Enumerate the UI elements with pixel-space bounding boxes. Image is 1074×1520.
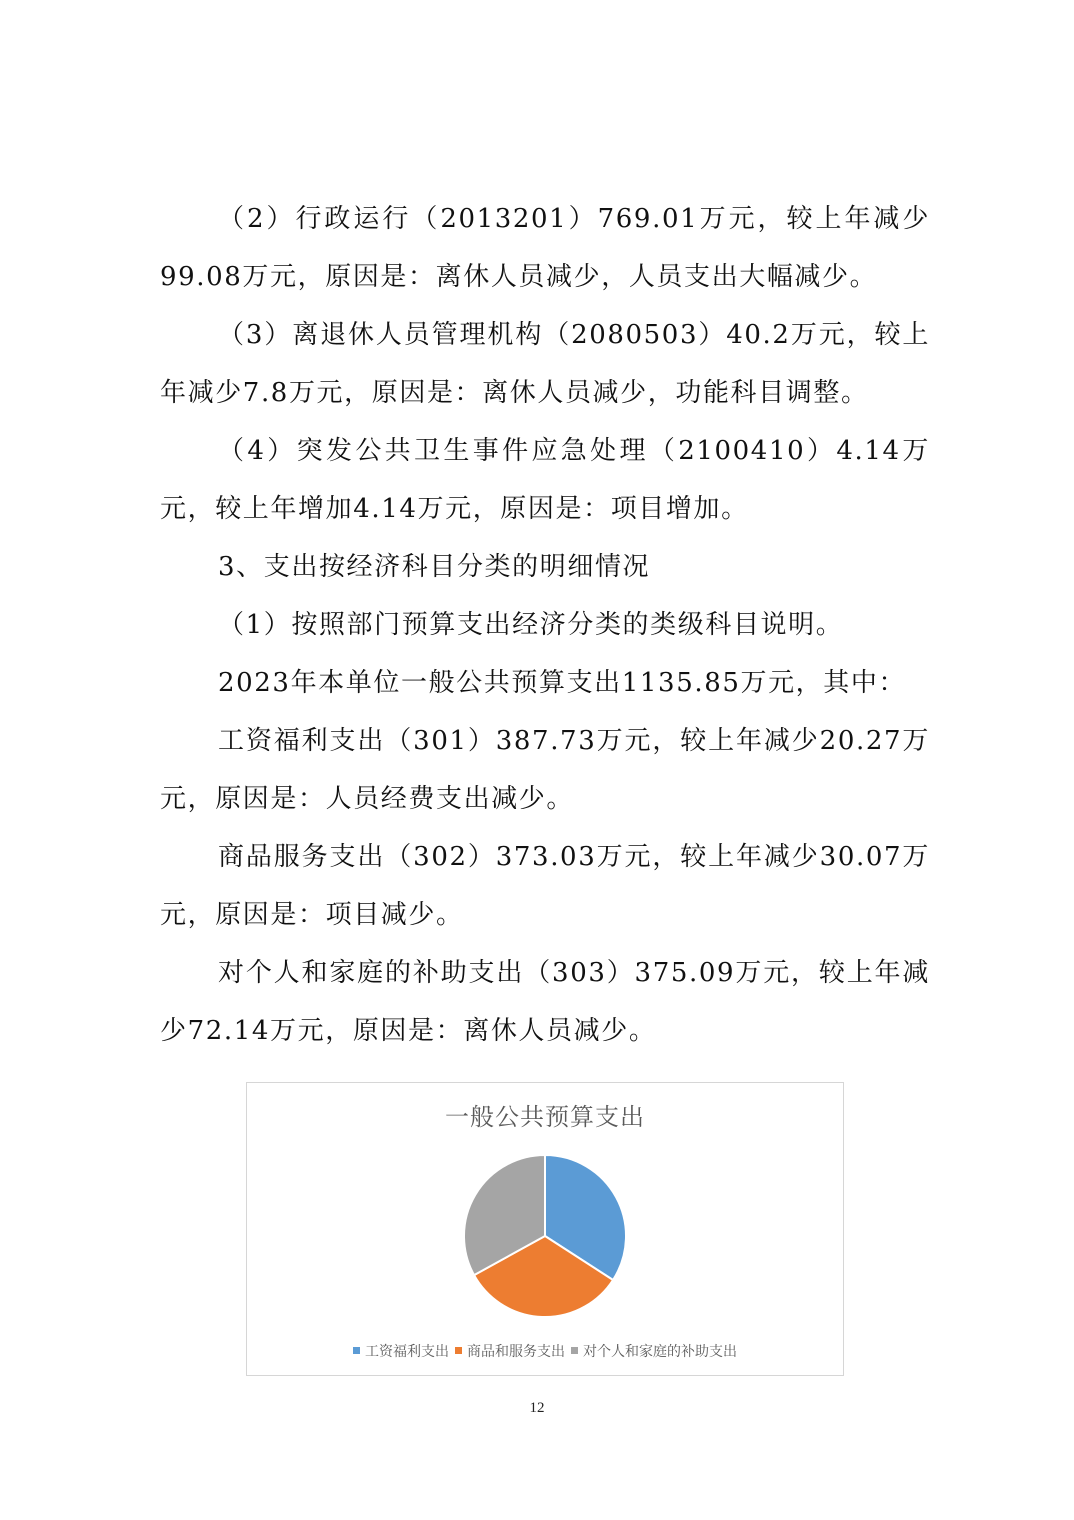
legend-label: 对个人和家庭的补助支出 xyxy=(583,1344,737,1360)
paragraph: （4）突发公共卫生事件应急处理（2100410）4.14万元，较上年增加4.14万元，原因是：项目增加。 xyxy=(160,436,930,524)
legend-label: 商品和服务支出 xyxy=(467,1344,565,1360)
paragraph: （1）按照部门预算支出经济分类的类级科目说明。 xyxy=(218,610,844,640)
legend-swatch xyxy=(455,1347,462,1354)
paragraph: 商品服务支出（302）373.03万元，较上年减少30.07万元，原因是：项目减少。 xyxy=(160,842,930,930)
pie-chart xyxy=(246,1082,844,1376)
paragraph: 3、支出按经济科目分类的明细情况 xyxy=(218,552,651,582)
paragraph: 对个人和家庭的补助支出（303）375.09万元，较上年减少72.14万元，原因是：离休人员减少。 xyxy=(160,958,930,1046)
paragraph: （2）行政运行（2013201）769.01万元，较上年减少99.08万元，原因是：离休人员减少，人员支出大幅减少。 xyxy=(160,204,930,292)
paragraph: 工资福利支出（301）387.73万元，较上年减少20.27万元，原因是：人员经费支出减少。 xyxy=(160,726,930,814)
chart-title: 一般公共预算支出 xyxy=(445,1103,645,1131)
page-number: 12 xyxy=(529,1400,545,1416)
paragraph: 2023年本单位一般公共预算支出1135.85万元，其中： xyxy=(218,668,907,698)
legend-swatch xyxy=(571,1347,578,1354)
legend-entry xyxy=(353,1341,449,1361)
legend-label: 工资福利支出 xyxy=(365,1344,449,1360)
legend-swatch xyxy=(353,1347,360,1354)
chart-legend xyxy=(247,1341,843,1361)
document-body xyxy=(160,190,930,1060)
pie-plot-area xyxy=(247,1083,843,1375)
legend-entry xyxy=(571,1341,737,1361)
legend-entry xyxy=(455,1341,565,1361)
paragraph: （3）离退休人员管理机构（2080503）40.2万元，较上年减少7.8万元，原因是：离休人员减少，功能科目调整。 xyxy=(160,320,930,408)
